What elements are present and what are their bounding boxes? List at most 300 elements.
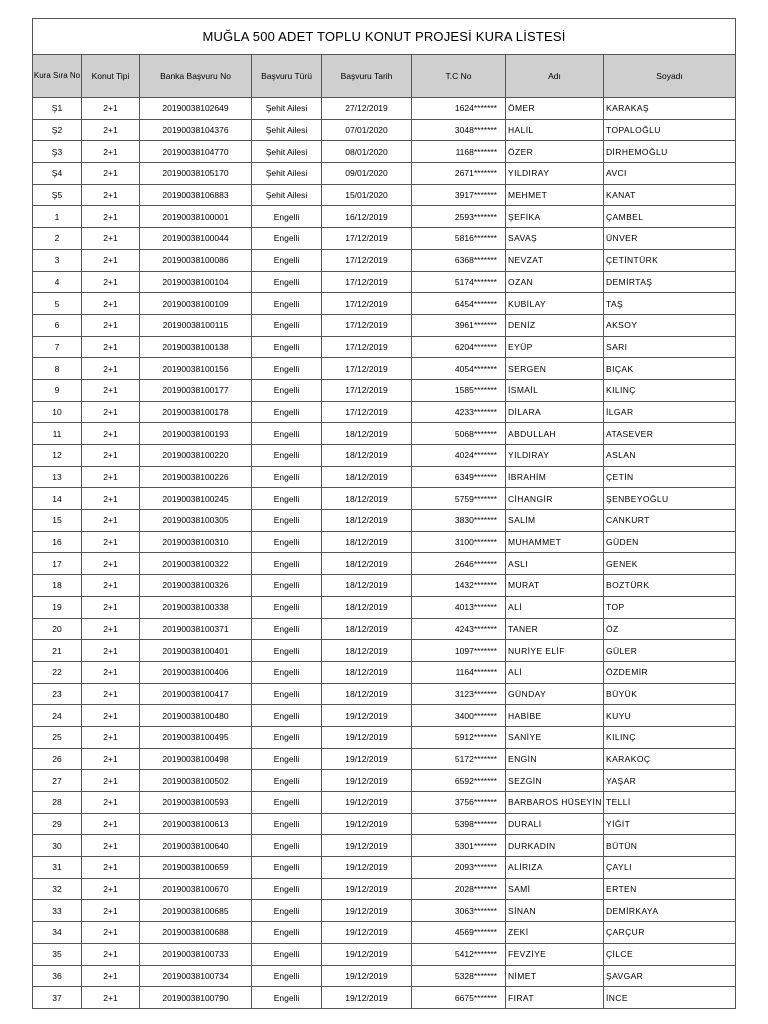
table-row	[33, 813, 736, 835]
basvuru-tarih-cell: 17/12/2019	[322, 358, 412, 380]
soyadi-cell: ATASEVER	[604, 423, 736, 445]
table-row	[33, 141, 736, 163]
table-row	[33, 336, 736, 358]
kura-sira-no-cell: 11	[33, 423, 82, 445]
soyadi-cell: ÇETİN	[604, 466, 736, 488]
kura-sira-no-cell: 30	[33, 835, 82, 857]
basvuru-tarih-cell: 18/12/2019	[322, 618, 412, 640]
kura-sira-no-cell: 1	[33, 206, 82, 228]
tc-no-cell: 1624*******	[412, 98, 506, 120]
adi-cell: FEVZİYE	[506, 943, 604, 965]
kura-sira-no-cell: 24	[33, 705, 82, 727]
basvuru-tarih-cell: 18/12/2019	[322, 661, 412, 683]
basvuru-turu-cell: Engelli	[252, 271, 322, 293]
banka-basvuru-no-cell: 20190038100371	[140, 618, 252, 640]
konut-tipi-cell: 2+1	[82, 748, 140, 770]
konut-tipi-cell: 2+1	[82, 683, 140, 705]
soyadi-cell: ÖZDEMİR	[604, 661, 736, 683]
adi-cell: SEZGİN	[506, 770, 604, 792]
kura-sira-no-cell: 36	[33, 965, 82, 987]
kura-sira-no-cell: 14	[33, 488, 82, 510]
basvuru-turu-cell: Şehit Ailesi	[252, 163, 322, 185]
column-header-basvuru-turu: Başvuru Türü	[252, 55, 322, 98]
tc-no-cell: 5759*******	[412, 488, 506, 510]
table-row	[33, 119, 736, 141]
basvuru-turu-cell: Engelli	[252, 531, 322, 553]
basvuru-turu-cell: Engelli	[252, 293, 322, 315]
tc-no-cell: 3830*******	[412, 510, 506, 532]
konut-tipi-cell: 2+1	[82, 423, 140, 445]
basvuru-turu-cell: Engelli	[252, 358, 322, 380]
basvuru-turu-cell: Engelli	[252, 705, 322, 727]
banka-basvuru-no-cell: 20190038100613	[140, 813, 252, 835]
table-row	[33, 857, 736, 879]
banka-basvuru-no-cell: 20190038100593	[140, 792, 252, 814]
tc-no-cell: 3961*******	[412, 314, 506, 336]
konut-tipi-cell: 2+1	[82, 249, 140, 271]
basvuru-turu-cell: Engelli	[252, 445, 322, 467]
banka-basvuru-no-cell: 20190038100406	[140, 661, 252, 683]
adi-cell: DENİZ	[506, 314, 604, 336]
adi-cell: FIRAT	[506, 987, 604, 1009]
banka-basvuru-no-cell: 20190038100044	[140, 228, 252, 250]
konut-tipi-cell: 2+1	[82, 922, 140, 944]
document-title: MUĞLA 500 ADET TOPLU KONUT PROJESİ KURA LİSTESİ	[33, 19, 736, 55]
konut-tipi-cell: 2+1	[82, 293, 140, 315]
konut-tipi-cell: 2+1	[82, 401, 140, 423]
basvuru-turu-cell: Engelli	[252, 228, 322, 250]
basvuru-tarih-cell: 19/12/2019	[322, 792, 412, 814]
kura-sira-no-cell: 12	[33, 445, 82, 467]
table-row	[33, 596, 736, 618]
konut-tipi-cell: 2+1	[82, 445, 140, 467]
tc-no-cell: 4054*******	[412, 358, 506, 380]
banka-basvuru-no-cell: 20190038100401	[140, 640, 252, 662]
tc-no-cell: 5174*******	[412, 271, 506, 293]
basvuru-tarih-cell: 07/01/2020	[322, 119, 412, 141]
soyadi-cell: ASLAN	[604, 445, 736, 467]
banka-basvuru-no-cell: 20190038100417	[140, 683, 252, 705]
banka-basvuru-no-cell: 20190038100322	[140, 553, 252, 575]
konut-tipi-cell: 2+1	[82, 163, 140, 185]
tc-no-cell: 6204*******	[412, 336, 506, 358]
banka-basvuru-no-cell: 20190038100104	[140, 271, 252, 293]
lottery-list-sheet	[32, 18, 735, 1009]
table-row	[33, 553, 736, 575]
column-header-kura-sira-no: Kura Sıra No	[33, 55, 82, 98]
soyadi-cell: ŞAVGAR	[604, 965, 736, 987]
banka-basvuru-no-cell: 20190038104770	[140, 141, 252, 163]
basvuru-turu-cell: Engelli	[252, 835, 322, 857]
banka-basvuru-no-cell: 20190038100226	[140, 466, 252, 488]
tc-no-cell: 6675*******	[412, 987, 506, 1009]
konut-tipi-cell: 2+1	[82, 943, 140, 965]
banka-basvuru-no-cell: 20190038100086	[140, 249, 252, 271]
adi-cell: ALİ	[506, 661, 604, 683]
banka-basvuru-no-cell: 20190038100790	[140, 987, 252, 1009]
basvuru-tarih-cell: 19/12/2019	[322, 770, 412, 792]
basvuru-turu-cell: Şehit Ailesi	[252, 184, 322, 206]
table-row	[33, 922, 736, 944]
table-row	[33, 488, 736, 510]
konut-tipi-cell: 2+1	[82, 596, 140, 618]
table-row	[33, 423, 736, 445]
adi-cell: KUBİLAY	[506, 293, 604, 315]
basvuru-tarih-cell: 08/01/2020	[322, 141, 412, 163]
basvuru-tarih-cell: 17/12/2019	[322, 249, 412, 271]
table-row	[33, 835, 736, 857]
tc-no-cell: 1164*******	[412, 661, 506, 683]
kura-sira-no-cell: 15	[33, 510, 82, 532]
table-row	[33, 640, 736, 662]
basvuru-turu-cell: Engelli	[252, 488, 322, 510]
basvuru-turu-cell: Engelli	[252, 943, 322, 965]
tc-no-cell: 3100*******	[412, 531, 506, 553]
adi-cell: TANER	[506, 618, 604, 640]
adi-cell: OZAN	[506, 271, 604, 293]
soyadi-cell: DEMİRKAYA	[604, 900, 736, 922]
basvuru-tarih-cell: 19/12/2019	[322, 987, 412, 1009]
soyadi-cell: KARAKOÇ	[604, 748, 736, 770]
basvuru-tarih-cell: 19/12/2019	[322, 726, 412, 748]
soyadi-cell: TOP	[604, 596, 736, 618]
tc-no-cell: 4243*******	[412, 618, 506, 640]
konut-tipi-cell: 2+1	[82, 228, 140, 250]
banka-basvuru-no-cell: 20190038100688	[140, 922, 252, 944]
table-row	[33, 358, 736, 380]
column-header-soyadi: Soyadı	[604, 55, 736, 98]
kura-sira-no-cell: 37	[33, 987, 82, 1009]
basvuru-turu-cell: Engelli	[252, 510, 322, 532]
basvuru-turu-cell: Engelli	[252, 748, 322, 770]
tc-no-cell: 5328*******	[412, 965, 506, 987]
table-row	[33, 98, 736, 120]
adi-cell: ÖMER	[506, 98, 604, 120]
banka-basvuru-no-cell: 20190038100659	[140, 857, 252, 879]
basvuru-tarih-cell: 18/12/2019	[322, 445, 412, 467]
banka-basvuru-no-cell: 20190038100734	[140, 965, 252, 987]
konut-tipi-cell: 2+1	[82, 813, 140, 835]
soyadi-cell: İLGAR	[604, 401, 736, 423]
tc-no-cell: 5816*******	[412, 228, 506, 250]
table-row	[33, 314, 736, 336]
table-row	[33, 705, 736, 727]
table-row	[33, 293, 736, 315]
table-row	[33, 466, 736, 488]
basvuru-tarih-cell: 19/12/2019	[322, 965, 412, 987]
soyadi-cell: KILINÇ	[604, 379, 736, 401]
basvuru-tarih-cell: 17/12/2019	[322, 401, 412, 423]
konut-tipi-cell: 2+1	[82, 575, 140, 597]
soyadi-cell: TAŞ	[604, 293, 736, 315]
basvuru-tarih-cell: 18/12/2019	[322, 466, 412, 488]
adi-cell: BARBAROS HÜSEYİN	[506, 792, 604, 814]
soyadi-cell: GENEK	[604, 553, 736, 575]
adi-cell: ŞEFİKA	[506, 206, 604, 228]
tc-no-cell: 5172*******	[412, 748, 506, 770]
banka-basvuru-no-cell: 20190038100156	[140, 358, 252, 380]
table-row	[33, 510, 736, 532]
basvuru-tarih-cell: 19/12/2019	[322, 705, 412, 727]
banka-basvuru-no-cell: 20190038100138	[140, 336, 252, 358]
banka-basvuru-no-cell: 20190038100326	[140, 575, 252, 597]
basvuru-turu-cell: Engelli	[252, 900, 322, 922]
basvuru-tarih-cell: 17/12/2019	[322, 293, 412, 315]
tc-no-cell: 1097*******	[412, 640, 506, 662]
basvuru-turu-cell: Engelli	[252, 922, 322, 944]
konut-tipi-cell: 2+1	[82, 640, 140, 662]
adi-cell: SAVAŞ	[506, 228, 604, 250]
kura-sira-no-cell: 32	[33, 878, 82, 900]
banka-basvuru-no-cell: 20190038100305	[140, 510, 252, 532]
soyadi-cell: GÜDEN	[604, 531, 736, 553]
banka-basvuru-no-cell: 20190038100480	[140, 705, 252, 727]
banka-basvuru-no-cell: 20190038100245	[140, 488, 252, 510]
tc-no-cell: 3301*******	[412, 835, 506, 857]
soyadi-cell: KARAKAŞ	[604, 98, 736, 120]
banka-basvuru-no-cell: 20190038100670	[140, 878, 252, 900]
soyadi-cell: AKSOY	[604, 314, 736, 336]
adi-cell: ALİ	[506, 596, 604, 618]
basvuru-turu-cell: Şehit Ailesi	[252, 141, 322, 163]
tc-no-cell: 2646*******	[412, 553, 506, 575]
table-row	[33, 271, 736, 293]
konut-tipi-cell: 2+1	[82, 336, 140, 358]
adi-cell: HALİL	[506, 119, 604, 141]
basvuru-turu-cell: Engelli	[252, 423, 322, 445]
basvuru-turu-cell: Engelli	[252, 878, 322, 900]
basvuru-tarih-cell: 09/01/2020	[322, 163, 412, 185]
table-row	[33, 792, 736, 814]
konut-tipi-cell: 2+1	[82, 119, 140, 141]
kura-sira-no-cell: 28	[33, 792, 82, 814]
table-row	[33, 379, 736, 401]
konut-tipi-cell: 2+1	[82, 705, 140, 727]
basvuru-turu-cell: Engelli	[252, 640, 322, 662]
adi-cell: NURİYE ELİF	[506, 640, 604, 662]
kura-sira-no-cell: 8	[33, 358, 82, 380]
soyadi-cell: YAŞAR	[604, 770, 736, 792]
konut-tipi-cell: 2+1	[82, 510, 140, 532]
adi-cell: SERGEN	[506, 358, 604, 380]
table-row	[33, 618, 736, 640]
kura-sira-no-cell: 18	[33, 575, 82, 597]
soyadi-cell: TOPALOĞLU	[604, 119, 736, 141]
soyadi-cell: DEMİRTAŞ	[604, 271, 736, 293]
adi-cell: ÖZER	[506, 141, 604, 163]
basvuru-tarih-cell: 18/12/2019	[322, 575, 412, 597]
table-row	[33, 401, 736, 423]
konut-tipi-cell: 2+1	[82, 98, 140, 120]
kura-sira-no-cell: Ş2	[33, 119, 82, 141]
adi-cell: EYÜP	[506, 336, 604, 358]
basvuru-tarih-cell: 15/01/2020	[322, 184, 412, 206]
kura-sira-no-cell: 7	[33, 336, 82, 358]
tc-no-cell: 3400*******	[412, 705, 506, 727]
banka-basvuru-no-cell: 20190038100109	[140, 293, 252, 315]
table-row	[33, 445, 736, 467]
basvuru-turu-cell: Engelli	[252, 206, 322, 228]
konut-tipi-cell: 2+1	[82, 358, 140, 380]
kura-sira-no-cell: 21	[33, 640, 82, 662]
table-row	[33, 878, 736, 900]
tc-no-cell: 1432*******	[412, 575, 506, 597]
tc-no-cell: 6368*******	[412, 249, 506, 271]
konut-tipi-cell: 2+1	[82, 857, 140, 879]
tc-no-cell: 3756*******	[412, 792, 506, 814]
banka-basvuru-no-cell: 20190038100338	[140, 596, 252, 618]
basvuru-turu-cell: Engelli	[252, 661, 322, 683]
table-row	[33, 683, 736, 705]
table-row	[33, 943, 736, 965]
konut-tipi-cell: 2+1	[82, 770, 140, 792]
basvuru-tarih-cell: 18/12/2019	[322, 596, 412, 618]
banka-basvuru-no-cell: 20190038100640	[140, 835, 252, 857]
adi-cell: YILDIRAY	[506, 163, 604, 185]
kura-sira-no-cell: 17	[33, 553, 82, 575]
basvuru-tarih-cell: 18/12/2019	[322, 683, 412, 705]
konut-tipi-cell: 2+1	[82, 792, 140, 814]
table-row	[33, 661, 736, 683]
kura-sira-no-cell: Ş4	[33, 163, 82, 185]
basvuru-turu-cell: Engelli	[252, 965, 322, 987]
basvuru-tarih-cell: 18/12/2019	[322, 510, 412, 532]
basvuru-turu-cell: Engelli	[252, 857, 322, 879]
basvuru-tarih-cell: 19/12/2019	[322, 835, 412, 857]
column-header-basvuru-tarih: Başvuru Tarih	[322, 55, 412, 98]
banka-basvuru-no-cell: 20190038100178	[140, 401, 252, 423]
kura-sira-no-cell: 5	[33, 293, 82, 315]
basvuru-turu-cell: Engelli	[252, 466, 322, 488]
table-row	[33, 163, 736, 185]
soyadi-cell: ERTEN	[604, 878, 736, 900]
basvuru-turu-cell: Engelli	[252, 314, 322, 336]
kura-sira-no-cell: 20	[33, 618, 82, 640]
column-header-banka-basvuru-no: Banka Başvuru No	[140, 55, 252, 98]
basvuru-tarih-cell: 19/12/2019	[322, 878, 412, 900]
konut-tipi-cell: 2+1	[82, 965, 140, 987]
banka-basvuru-no-cell: 20190038100193	[140, 423, 252, 445]
adi-cell: MEHMET	[506, 184, 604, 206]
basvuru-turu-cell: Engelli	[252, 401, 322, 423]
soyadi-cell: ÜNVER	[604, 228, 736, 250]
soyadi-cell: İNCE	[604, 987, 736, 1009]
soyadi-cell: BOZTÜRK	[604, 575, 736, 597]
konut-tipi-cell: 2+1	[82, 271, 140, 293]
kura-sira-no-cell: Ş5	[33, 184, 82, 206]
adi-cell: İSMAİL	[506, 379, 604, 401]
banka-basvuru-no-cell: 20190038100177	[140, 379, 252, 401]
basvuru-tarih-cell: 18/12/2019	[322, 423, 412, 445]
basvuru-turu-cell: Engelli	[252, 792, 322, 814]
konut-tipi-cell: 2+1	[82, 835, 140, 857]
basvuru-tarih-cell: 17/12/2019	[322, 271, 412, 293]
kura-sira-no-cell: 22	[33, 661, 82, 683]
banka-basvuru-no-cell: 20190038100001	[140, 206, 252, 228]
adi-cell: İBRAHİM	[506, 466, 604, 488]
adi-cell: DURALİ	[506, 813, 604, 835]
tc-no-cell: 6592*******	[412, 770, 506, 792]
tc-no-cell: 5398*******	[412, 813, 506, 835]
banka-basvuru-no-cell: 20190038100502	[140, 770, 252, 792]
tc-no-cell: 4013*******	[412, 596, 506, 618]
kura-sira-no-cell: 34	[33, 922, 82, 944]
soyadi-cell: BÜYÜK	[604, 683, 736, 705]
kura-sira-no-cell: 29	[33, 813, 82, 835]
konut-tipi-cell: 2+1	[82, 987, 140, 1009]
adi-cell: ASLI	[506, 553, 604, 575]
konut-tipi-cell: 2+1	[82, 661, 140, 683]
banka-basvuru-no-cell: 20190038100733	[140, 943, 252, 965]
banka-basvuru-no-cell: 20190038102649	[140, 98, 252, 120]
table-row	[33, 184, 736, 206]
basvuru-turu-cell: Şehit Ailesi	[252, 98, 322, 120]
soyadi-cell: KANAT	[604, 184, 736, 206]
banka-basvuru-no-cell: 20190038100495	[140, 726, 252, 748]
tc-no-cell: 2028*******	[412, 878, 506, 900]
tc-no-cell: 4233*******	[412, 401, 506, 423]
tc-no-cell: 2593*******	[412, 206, 506, 228]
soyadi-cell: SARI	[604, 336, 736, 358]
basvuru-turu-cell: Engelli	[252, 379, 322, 401]
banka-basvuru-no-cell: 20190038104376	[140, 119, 252, 141]
konut-tipi-cell: 2+1	[82, 141, 140, 163]
basvuru-tarih-cell: 16/12/2019	[322, 206, 412, 228]
soyadi-cell: ÇETİNTÜRK	[604, 249, 736, 271]
basvuru-tarih-cell: 27/12/2019	[322, 98, 412, 120]
banka-basvuru-no-cell: 20190038100115	[140, 314, 252, 336]
soyadi-cell: ÇAYLI	[604, 857, 736, 879]
lottery-table	[32, 18, 736, 1009]
tc-no-cell: 3063*******	[412, 900, 506, 922]
kura-sira-no-cell: 31	[33, 857, 82, 879]
soyadi-cell: ŞENBEYOĞLU	[604, 488, 736, 510]
basvuru-turu-cell: Engelli	[252, 618, 322, 640]
basvuru-tarih-cell: 18/12/2019	[322, 553, 412, 575]
konut-tipi-cell: 2+1	[82, 206, 140, 228]
kura-sira-no-cell: Ş3	[33, 141, 82, 163]
konut-tipi-cell: 2+1	[82, 553, 140, 575]
column-header-konut-tipi: Konut Tipi	[82, 55, 140, 98]
kura-sira-no-cell: 27	[33, 770, 82, 792]
adi-cell: NEVZAT	[506, 249, 604, 271]
basvuru-turu-cell: Engelli	[252, 726, 322, 748]
basvuru-tarih-cell: 19/12/2019	[322, 748, 412, 770]
tc-no-cell: 3048*******	[412, 119, 506, 141]
tc-no-cell: 6349*******	[412, 466, 506, 488]
tc-no-cell: 6454*******	[412, 293, 506, 315]
basvuru-turu-cell: Engelli	[252, 770, 322, 792]
konut-tipi-cell: 2+1	[82, 618, 140, 640]
tc-no-cell: 4024*******	[412, 445, 506, 467]
adi-cell: SALİM	[506, 510, 604, 532]
tc-no-cell: 5412*******	[412, 943, 506, 965]
basvuru-turu-cell: Engelli	[252, 336, 322, 358]
table-row	[33, 900, 736, 922]
table-header-row	[33, 55, 736, 98]
adi-cell: SİNAN	[506, 900, 604, 922]
kura-sira-no-cell: 6	[33, 314, 82, 336]
soyadi-cell: TELLİ	[604, 792, 736, 814]
kura-sira-no-cell: 2	[33, 228, 82, 250]
kura-sira-no-cell: 10	[33, 401, 82, 423]
kura-sira-no-cell: 9	[33, 379, 82, 401]
kura-sira-no-cell: 16	[33, 531, 82, 553]
kura-sira-no-cell: 23	[33, 683, 82, 705]
konut-tipi-cell: 2+1	[82, 379, 140, 401]
table-row	[33, 228, 736, 250]
adi-cell: YILDIRAY	[506, 445, 604, 467]
